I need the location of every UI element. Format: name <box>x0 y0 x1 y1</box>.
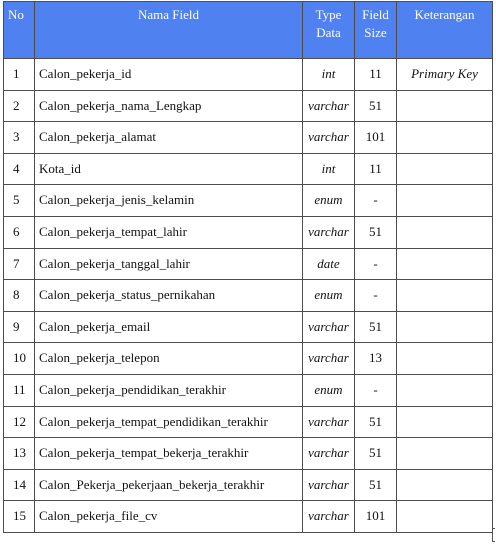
cell-field-name: Kota_id <box>35 153 303 185</box>
cell-note <box>397 280 493 312</box>
cell-no: 8 <box>4 280 35 312</box>
cell-field-name: Calon_pekerja_alamat <box>35 122 303 154</box>
page-edge-mark <box>492 528 495 542</box>
cell-data-type: varchar <box>303 438 355 470</box>
cell-no: 10 <box>4 343 35 375</box>
cell-data-type: varchar <box>303 406 355 438</box>
header-note: Keterangan <box>397 2 493 59</box>
cell-note <box>397 122 493 154</box>
cell-field-name: Calon_Pekerja_pekerjaan_bekerja_terakhir <box>35 469 303 501</box>
cell-no: 5 <box>4 185 35 217</box>
cell-data-type: varchar <box>303 216 355 248</box>
cell-data-type: varchar <box>303 90 355 122</box>
table-row <box>4 280 493 312</box>
cell-note <box>397 216 493 248</box>
table-row <box>4 406 493 438</box>
table-row <box>4 90 493 122</box>
cell-no: 13 <box>4 438 35 470</box>
cell-field-size: - <box>355 280 397 312</box>
table-body <box>4 59 493 533</box>
cell-note <box>397 374 493 406</box>
cell-field-name: Calon_pekerja_file_cv <box>35 501 303 533</box>
table-row <box>4 59 493 91</box>
cell-note <box>397 438 493 470</box>
cell-field-name: Calon_pekerja_id <box>35 59 303 91</box>
header-type-line1: Type <box>315 7 342 22</box>
cell-data-type: enum <box>303 374 355 406</box>
header-name: Nama Field <box>35 2 303 59</box>
table-row <box>4 469 493 501</box>
cell-field-size: 11 <box>355 153 397 185</box>
cell-field-size: 51 <box>355 216 397 248</box>
cell-no: 9 <box>4 311 35 343</box>
cell-field-name: Calon_pekerja_tempat_bekerja_terakhir <box>35 438 303 470</box>
cell-field-name: Calon_pekerja_jenis_kelamin <box>35 185 303 217</box>
cell-no: 12 <box>4 406 35 438</box>
cell-data-type: varchar <box>303 311 355 343</box>
header-size-line1: Field <box>362 7 389 22</box>
cell-data-type: varchar <box>303 343 355 375</box>
cell-field-name: Calon_pekerja_nama_Lengkap <box>35 90 303 122</box>
cell-no: 3 <box>4 122 35 154</box>
table-row <box>4 343 493 375</box>
cell-no: 6 <box>4 216 35 248</box>
cell-no: 15 <box>4 501 35 533</box>
table-row <box>4 311 493 343</box>
cell-no: 4 <box>4 153 35 185</box>
cell-no: 11 <box>4 374 35 406</box>
table-row <box>4 122 493 154</box>
table-row <box>4 185 493 217</box>
cell-field-name: Calon_pekerja_email <box>35 311 303 343</box>
cell-data-type: date <box>303 248 355 280</box>
cell-note <box>397 406 493 438</box>
field-table <box>3 1 493 533</box>
header-type <box>303 2 355 59</box>
cell-field-size: 51 <box>355 469 397 501</box>
cell-data-type: enum <box>303 185 355 217</box>
cell-data-type: enum <box>303 280 355 312</box>
cell-field-size: 101 <box>355 122 397 154</box>
table-row <box>4 438 493 470</box>
cell-note <box>397 501 493 533</box>
cell-no: 14 <box>4 469 35 501</box>
cell-field-size: - <box>355 248 397 280</box>
cell-note <box>397 248 493 280</box>
table-row <box>4 153 493 185</box>
cell-field-size: - <box>355 374 397 406</box>
cell-field-size: 51 <box>355 406 397 438</box>
cell-field-size: 13 <box>355 343 397 375</box>
cell-note <box>397 343 493 375</box>
cell-data-type: varchar <box>303 122 355 154</box>
cell-data-type: int <box>303 153 355 185</box>
cell-field-name: Calon_pekerja_telepon <box>35 343 303 375</box>
table-row <box>4 501 493 533</box>
cell-field-size: - <box>355 185 397 217</box>
cell-field-name: Calon_pekerja_tempat_lahir <box>35 216 303 248</box>
header-no: No <box>4 2 35 59</box>
cell-note <box>397 90 493 122</box>
header-type-line2: Data <box>316 25 341 40</box>
cell-note <box>397 469 493 501</box>
cell-note <box>397 153 493 185</box>
cell-field-size: 11 <box>355 59 397 91</box>
header-size-line2: Size <box>364 25 387 40</box>
cell-note <box>397 311 493 343</box>
table-row <box>4 374 493 406</box>
cell-field-size: 51 <box>355 311 397 343</box>
cell-field-name: Calon_pekerja_status_pernikahan <box>35 280 303 312</box>
cell-no: 2 <box>4 90 35 122</box>
header-row <box>4 2 493 59</box>
cell-field-name: Calon_pekerja_pendidikan_terakhir <box>35 374 303 406</box>
cell-field-name: Calon_pekerja_tempat_pendidikan_terakhir <box>35 406 303 438</box>
table-row <box>4 216 493 248</box>
cell-data-type: varchar <box>303 501 355 533</box>
cell-field-size: 101 <box>355 501 397 533</box>
cell-no: 1 <box>4 59 35 91</box>
cell-field-size: 51 <box>355 90 397 122</box>
cell-note <box>397 185 493 217</box>
cell-field-size: 51 <box>355 438 397 470</box>
cell-data-type: varchar <box>303 469 355 501</box>
cell-field-name: Calon_pekerja_tanggal_lahir <box>35 248 303 280</box>
table-row <box>4 248 493 280</box>
cell-no: 7 <box>4 248 35 280</box>
header-size <box>355 2 397 59</box>
cell-data-type: int <box>303 59 355 91</box>
cell-note: Primary Key <box>397 59 493 91</box>
